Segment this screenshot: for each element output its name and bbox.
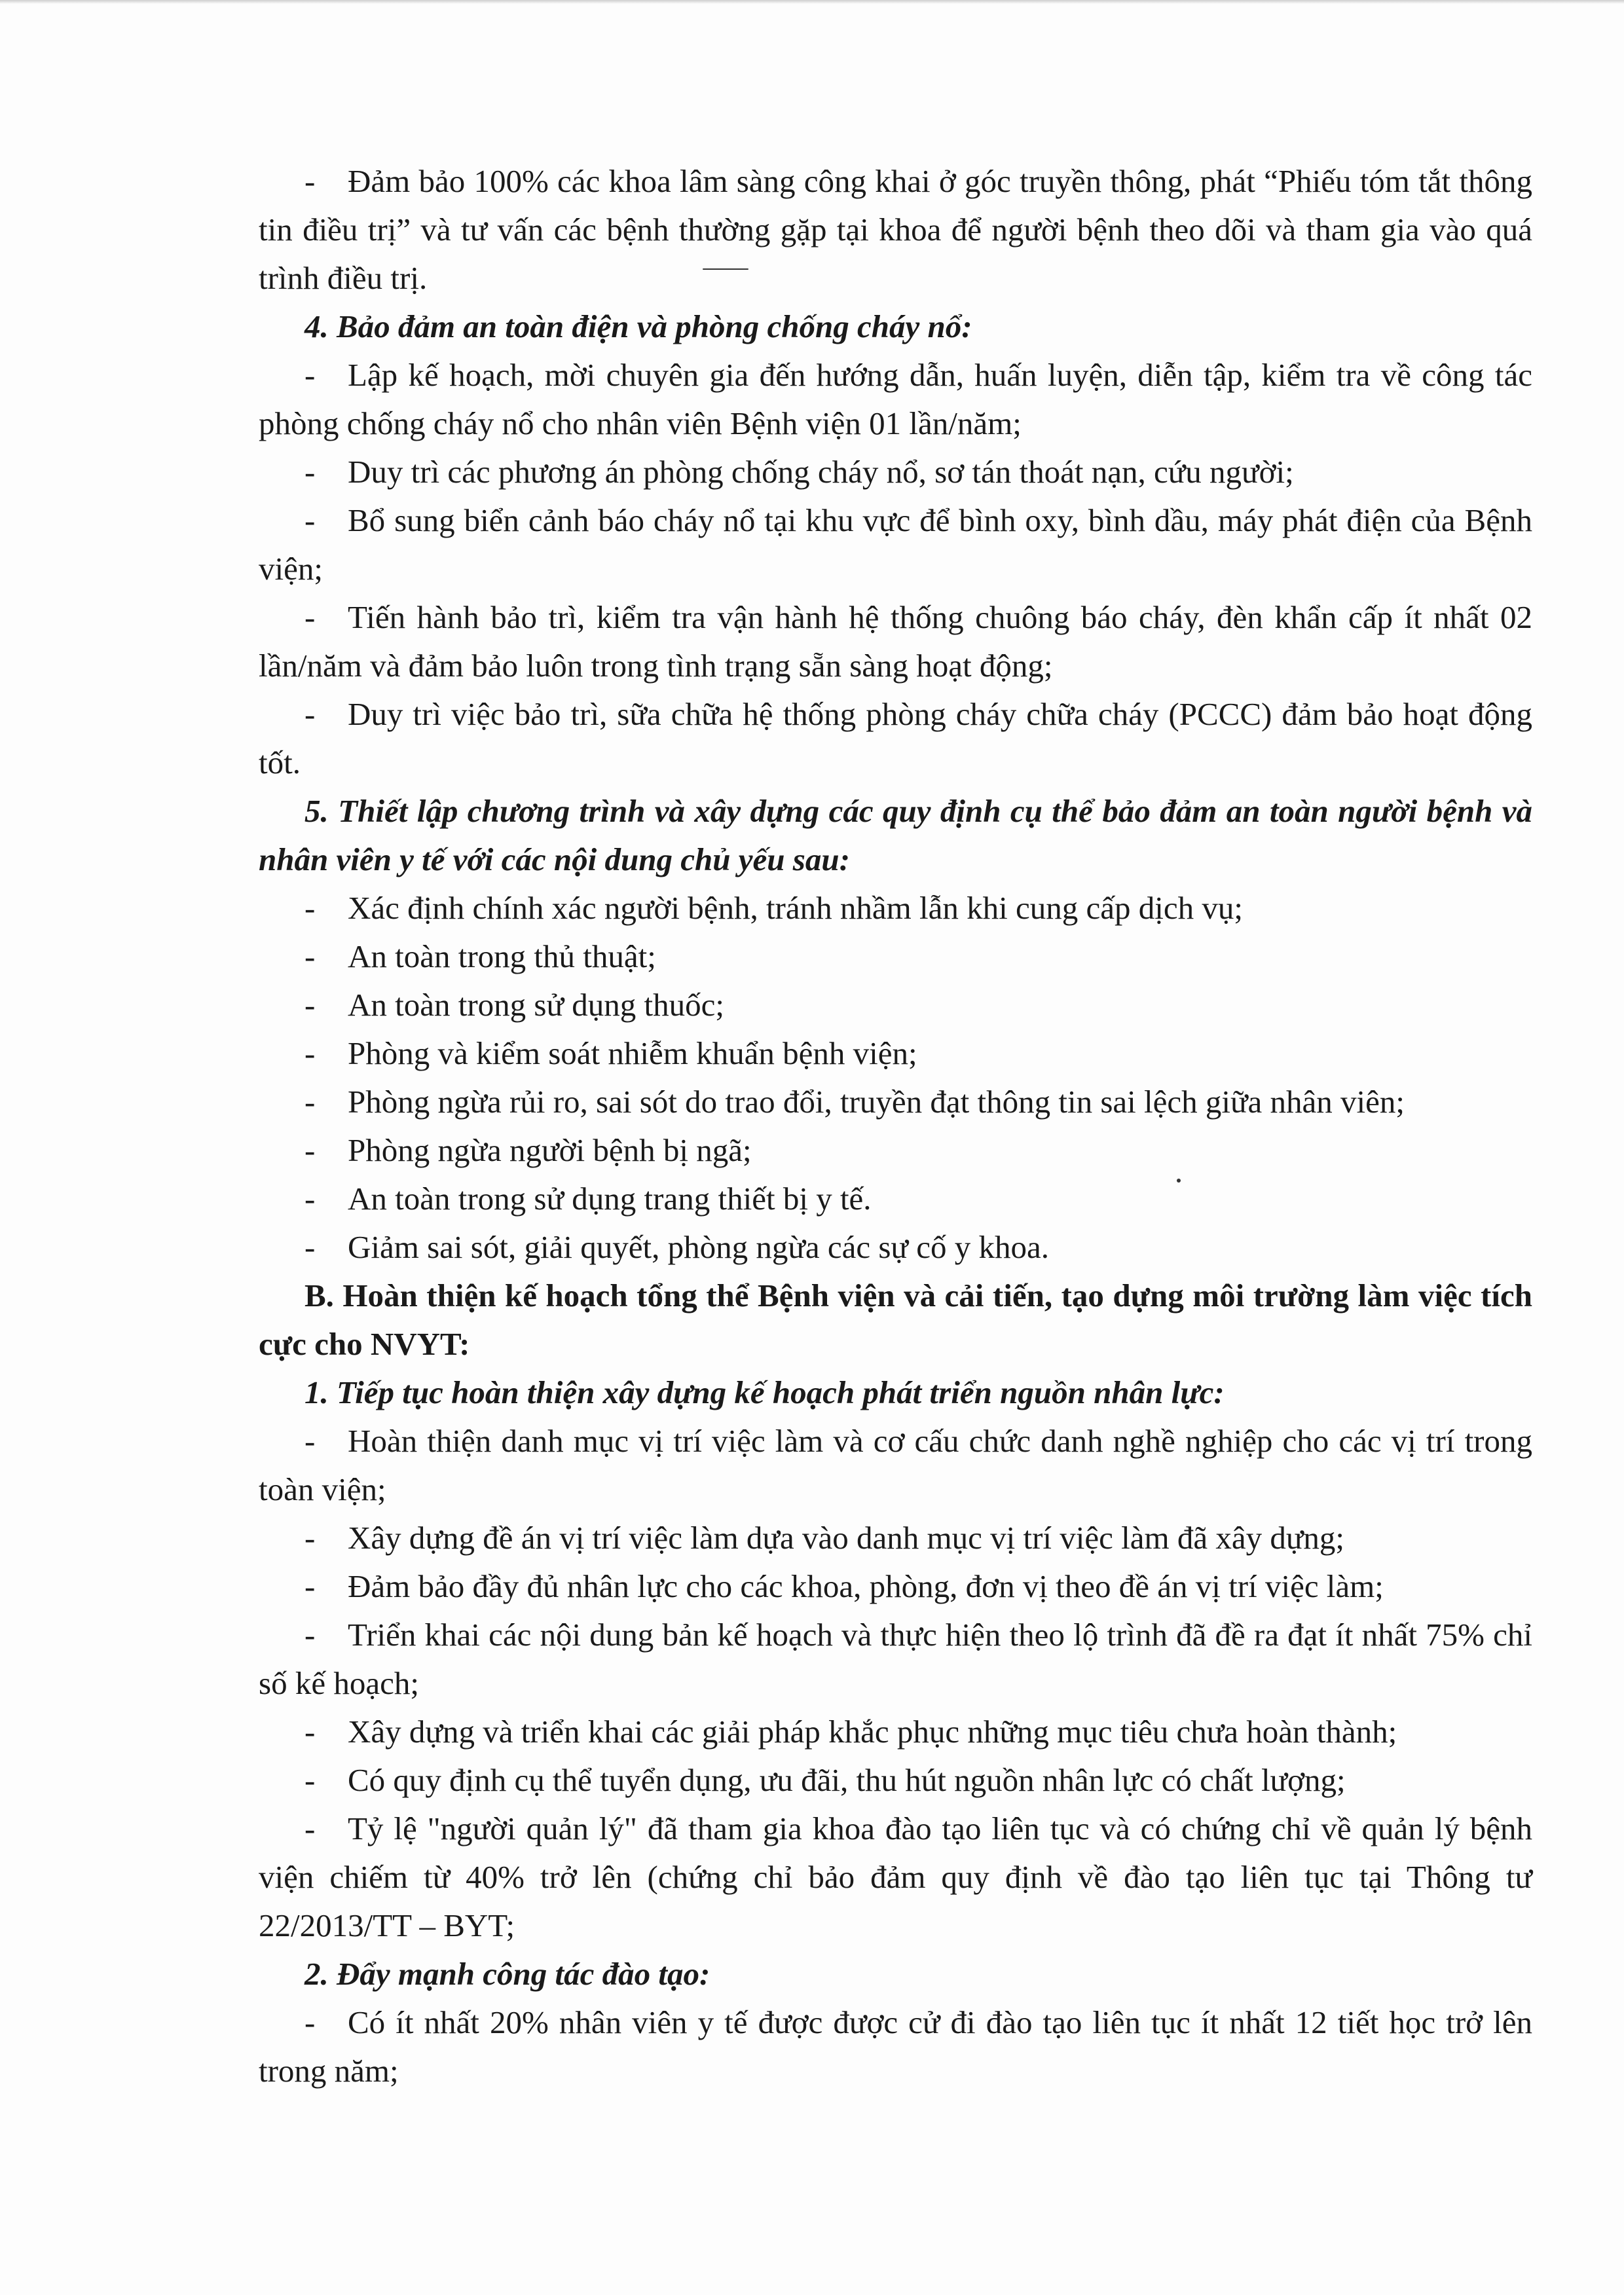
bullet-item (259, 932, 1532, 981)
bullet-text: Phòng và kiểm soát nhiễm khuẩn bệnh viện; (348, 1035, 917, 1071)
bullet-dash: - (304, 696, 316, 732)
section-heading-b: B. Hoàn thiện kế hoạch tổng thể Bệnh viện và cải tiến, tạo dựng môi trường làm việc tích cực cho NVYT: (259, 1277, 1532, 1362)
bullet-item (259, 448, 1532, 496)
bullet-text: Duy trì việc bảo trì, sữa chữa hệ thống phòng cháy chữa cháy (PCCC) đảm bảo hoạt động tốt. (259, 696, 1532, 780)
bullet-item (259, 1126, 1532, 1175)
bullet-item (259, 1805, 1532, 1950)
section-heading: 5. Thiết lập chương trình và xây dựng các quy định cụ thể bảo đảm an toàn người bệnh và nhân viên y tế với các nội dung chủ yếu sau: (259, 793, 1532, 877)
bullet-text: Giảm sai sót, giải quyết, phòng ngừa các sự cố y khoa. (348, 1229, 1049, 1265)
section-heading: 1. Tiếp tục hoàn thiện xây dựng kế hoạch phát triển nguồn nhân lực: (304, 1374, 1225, 1410)
bullet-dash: - (304, 1762, 316, 1798)
bullet-text: An toàn trong sử dụng trang thiết bị y tế. (348, 1181, 872, 1217)
bullet-item (259, 157, 1532, 303)
scan-speck (1177, 1179, 1181, 1183)
section-heading: 2. Đẩy mạnh công tác đào tạo: (304, 1956, 710, 1992)
bullet-text: Tỷ lệ "người quản lý" đã tham gia khoa đào tạo liên tục và có chứng chỉ về quản lý bệnh viện chiếm từ 40% trở lên (chứng chỉ bảo đảm quy định về đào tạo liên tục tại Thông tư 22/2013/TT – BYT; (259, 1810, 1532, 1943)
bullet-text: Có ít nhất 20% nhân viên y tế được được cử đi đào tạo liên tục ít nhất 12 tiết học trở lên trong năm; (259, 2004, 1532, 2089)
section-heading: 4. Bảo đảm an toàn điện và phòng chống cháy nổ: (304, 308, 972, 344)
bullet-dash: - (304, 1132, 316, 1168)
bullet-text: An toàn trong thủ thuật; (348, 938, 656, 974)
bullet-item (259, 496, 1532, 593)
bullet-text: Lập kế hoạch, mời chuyên gia đến hướng dẫn, huấn luyện, diễn tập, kiểm tra về công tác phòng chống cháy nổ cho nhân viên Bệnh viện 01 lần/năm; (259, 357, 1532, 441)
bullet-item (259, 1998, 1532, 2095)
bullet-item (259, 1756, 1532, 1805)
bullet-item (259, 351, 1532, 448)
bullet-item (259, 690, 1532, 787)
bullet-dash: - (304, 454, 316, 490)
scan-speck (703, 268, 748, 270)
bullet-text: Đảm bảo 100% các khoa lâm sàng công khai ở góc truyền thông, phát “Phiếu tóm tắt thông tin điều trị” và tư vấn các bệnh thường gặp tại khoa để người bệnh theo dõi và tham gia vào quá trình điều trị. (259, 163, 1532, 296)
bullet-dash: - (304, 502, 316, 538)
bullet-item (259, 593, 1532, 690)
bullet-text: Bổ sung biển cảnh báo cháy nổ tại khu vực để bình oxy, bình dầu, máy phát điện của Bệnh viện; (259, 502, 1532, 587)
bullet-text: Triển khai các nội dung bản kế hoạch và thực hiện theo lộ trình đã đề ra đạt ít nhất 75% chỉ số kế hoạch; (259, 1617, 1532, 1701)
bullet-dash: - (304, 1229, 316, 1265)
bullet-item (259, 1175, 1532, 1223)
bullet-dash: - (304, 987, 316, 1023)
bullet-item (259, 1223, 1532, 1272)
bullet-dash: - (304, 1035, 316, 1071)
bullet-item (259, 1611, 1532, 1708)
bullet-text: Xác định chính xác người bệnh, tránh nhầm lẫn khi cung cấp dịch vụ; (348, 890, 1243, 926)
bullet-dash: - (304, 1423, 316, 1459)
bullet-dash: - (304, 890, 316, 926)
bullet-dash: - (304, 1568, 316, 1604)
bullet-dash: - (304, 2004, 316, 2040)
bullet-text: Hoàn thiện danh mục vị trí việc làm và cơ cấu chức danh nghề nghiệp cho các vị trí trong toàn viện; (259, 1423, 1532, 1507)
bullet-dash: - (304, 1617, 316, 1653)
bullet-text: Tiến hành bảo trì, kiểm tra vận hành hệ thống chuông báo cháy, đèn khẩn cấp ít nhất 02 lần/năm và đảm bảo luôn trong tình trạng sẵn sàng hoạt động; (259, 599, 1532, 684)
bullet-dash: - (304, 1084, 316, 1120)
bullet-item (259, 1708, 1532, 1756)
bullet-text: Xây dựng đề án vị trí việc làm dựa vào danh mục vị trí việc làm đã xây dựng; (348, 1520, 1345, 1556)
bullet-text: Xây dựng và triển khai các giải pháp khắc phục những mục tiêu chưa hoàn thành; (348, 1714, 1397, 1750)
bullet-dash: - (304, 1810, 316, 1846)
bullet-item (259, 884, 1532, 932)
bullet-dash: - (304, 1520, 316, 1556)
bullet-dash: - (304, 163, 316, 199)
bullet-text: Phòng ngừa rủi ro, sai sót do trao đổi, truyền đạt thông tin sai lệch giữa nhân viên; (348, 1084, 1405, 1120)
bullet-text: Duy trì các phương án phòng chống cháy nổ, sơ tán thoát nạn, cứu người; (348, 454, 1294, 490)
bullet-item (259, 1417, 1532, 1514)
bullet-item (259, 1562, 1532, 1611)
bullet-text: Đảm bảo đầy đủ nhân lực cho các khoa, phòng, đơn vị theo đề án vị trí việc làm; (348, 1568, 1384, 1604)
bullet-text: Phòng ngừa người bệnh bị ngã; (348, 1132, 752, 1168)
bullet-dash: - (304, 599, 316, 635)
bullet-text: Có quy định cụ thể tuyển dụng, ưu đãi, thu hút nguồn nhân lực có chất lượng; (348, 1762, 1346, 1798)
bullet-item (259, 981, 1532, 1029)
bullet-dash: - (304, 357, 316, 393)
bullet-item (259, 1514, 1532, 1562)
bullet-dash: - (304, 1714, 316, 1750)
bullet-item (259, 1029, 1532, 1078)
document-body (259, 157, 1532, 2095)
bullet-dash: - (304, 938, 316, 974)
scan-edge (0, 0, 1624, 4)
bullet-text: An toàn trong sử dụng thuốc; (348, 987, 725, 1023)
bullet-item (259, 1078, 1532, 1126)
bullet-dash: - (304, 1181, 316, 1217)
